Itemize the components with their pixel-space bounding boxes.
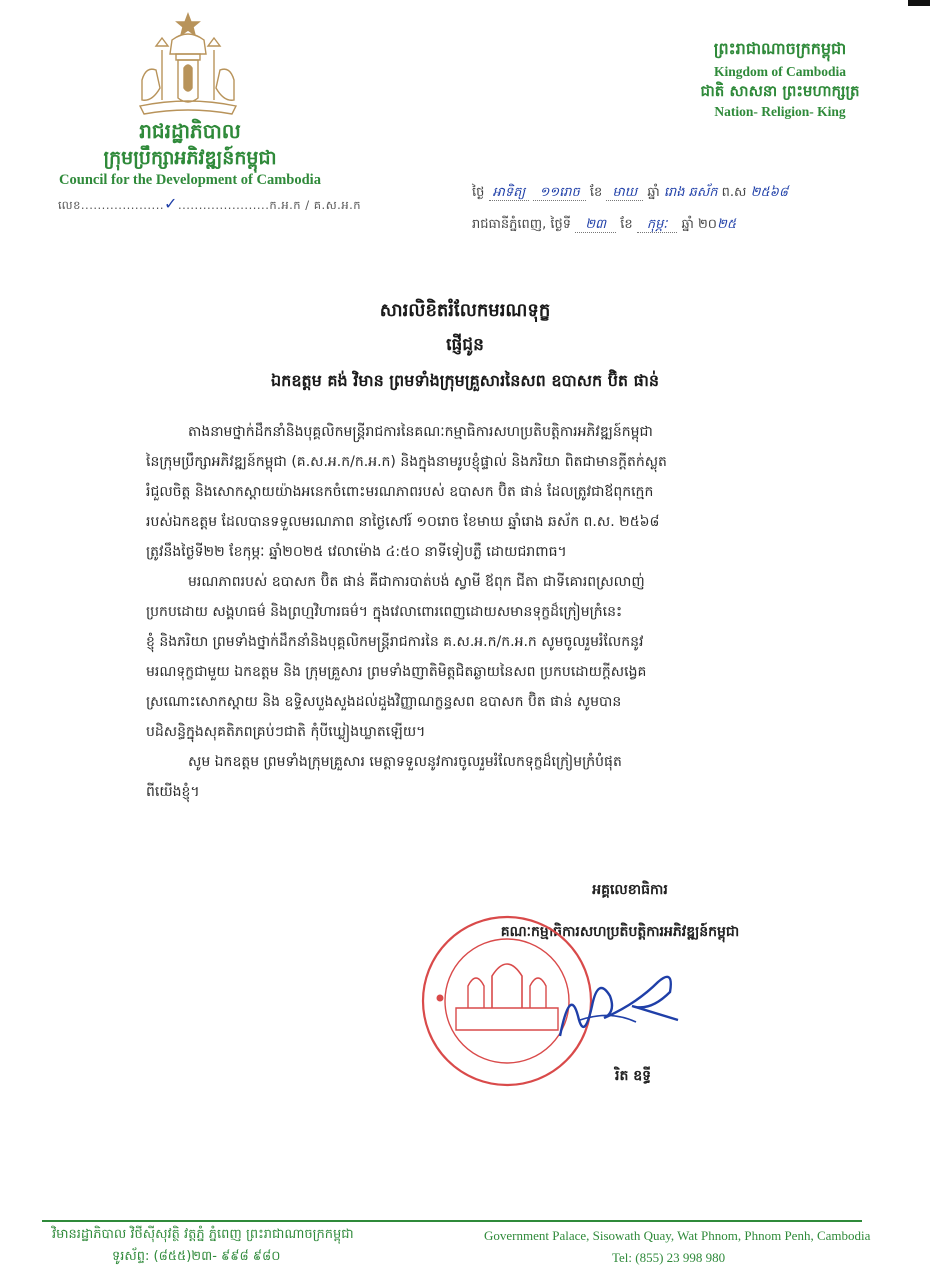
lunar-be-label: ព.ស xyxy=(721,185,747,200)
reference-number: លេខ....................✓......................ក.អ.ក / គ.ស.អ.ក xyxy=(58,194,362,213)
lunar-year-label: ឆ្នាំ xyxy=(647,185,660,200)
lunar-month: មាឃ xyxy=(606,185,643,201)
handwritten-signature xyxy=(540,946,690,1046)
kingdom-title-en: Kingdom of Cambodia xyxy=(713,64,847,79)
kingdom-title-km: ព្រះរាជាណាចក្រកម្ពុជា xyxy=(713,39,847,58)
body-line: មរណទុក្ខជាមួយ ឯកឧត្តម និង ក្រុមគ្រួសារ ព្រមទាំងញាតិមិត្តជិតឆ្ងាយនៃសព ប្រកបដោយក្ដីសង្វេគ xyxy=(146,664,647,680)
lunar-month-label: ខែ xyxy=(589,185,603,200)
ref-prefix: លេខ xyxy=(58,198,81,212)
body-line: ខ្ញុំ និងភរិយា ព្រមទាំងថ្នាក់ដឹកនាំនិងបុគ្គលិកមន្ត្រីរាជការនៃ គ.ស.អ.ក/ក.អ.ក សូមចូលរួមរំលែកនូវ xyxy=(146,634,644,650)
body-line: បដិសន្ធិក្នុងសុគតិភពគ្រប់ៗជាតិ កុំបីឃ្លៀងឃ្លាតឡើយ។ xyxy=(146,724,426,740)
lunar-year-animal: រោង xyxy=(663,185,685,200)
body-line: ត្រូវនឹងថ្ងៃទី២២ ខែកុម្ភៈ ឆ្នាំ២០២៥ វេលាម៉ោង ៤:៥០ នាទីទៀបភ្លឺ ដោយជរាពាធ។ xyxy=(146,544,567,560)
ref-suffix: ក.អ.ក / គ.ស.អ.ក xyxy=(269,198,362,212)
royal-emblem-logo xyxy=(132,10,244,118)
solar-place: រាជធានីភ្នំពេញ, ថ្ងៃទី xyxy=(472,217,572,232)
body-line: តាងនាមថ្នាក់ដឹកនាំនិងបុគ្គលិកមន្ត្រីរាជការនៃគណៈកម្មាធិការសហប្រតិបត្តិការអភិវឌ្ឍន៍កម្ពុជា xyxy=(188,424,653,440)
footer-phone-km: ទូរស័ព្ទ: (៨៥៥)២៣- ៩៩៨ ៩៨០ xyxy=(112,1249,281,1264)
letter-to: ផ្ញើជូន xyxy=(446,335,484,355)
scan-edge-mark xyxy=(908,0,930,6)
lunar-date-lead: ថ្ងៃ xyxy=(472,185,485,200)
letter-recipient: ឯកឧត្តម គង់ វិមាន ព្រមទាំងក្រុមគ្រួសារនៃសព ឧបាសក ប៊ិត ផាន់ xyxy=(271,371,659,390)
motto-km: ជាតិ សាសនា ព្រះមហាក្សត្រ xyxy=(700,82,860,100)
solar-year-label: ឆ្នាំ ២០ xyxy=(681,217,717,232)
body-line: ប្រកបដោយ សង្គហធម៌ និងព្រហ្មវិហារធម៌។ ក្នុងវេលាពោរពេញដោយសមានទុក្ខដ៏ក្រៀមក្រំនេះ xyxy=(146,604,623,620)
solar-day: ២៣ xyxy=(575,217,616,233)
body-line: ស្រណោះសោកស្ដាយ និង ឧទ្ទិសបួងសួងដល់ដួងវិញ្ញាណក្ខន្ធសព ឧបាសក ប៊ិត ផាន់ សូមបាន xyxy=(146,694,622,710)
body-line: រំជួលចិត្ត និងសោកស្ដាយយ៉ាងអនេកចំពោះមរណភាពរបស់ ឧបាសក ប៊ិត ផាន់ ដែលត្រូវជាឪពុកក្មេក xyxy=(146,484,654,500)
footer-address-km: វិមានរដ្ឋាភិបាល វិថីស៊ីសុវត្ថិ វត្តភ្នំ ភ្នំពេញ ព្រះរាជាណាចក្រកម្ពុជា xyxy=(52,1227,354,1242)
footer-phone-en: Tel: (855) 23 998 980 xyxy=(612,1250,726,1265)
solar-year-suffix: ២៥ xyxy=(717,217,737,232)
solar-month: កុម្ភៈ xyxy=(637,217,677,233)
lunar-date xyxy=(472,184,788,203)
body-line: មរណភាពរបស់ ឧបាសក ប៊ិត ផាន់ គឺជាការបាត់បង់ ស្វាមី ឪពុក ជីតា ជាទីគោរពស្រលាញ់ xyxy=(188,574,645,590)
council-title-km: ក្រុមប្រឹក្សាអភិវឌ្ឍន៍កម្ពុជា xyxy=(103,147,277,169)
letter-title: សារលិខិតរំលែកមរណទុក្ខ xyxy=(379,300,551,321)
lunar-day: ១១រោច xyxy=(533,185,585,201)
footer-divider xyxy=(42,1220,862,1222)
body-line: សូម ឯកឧត្តម ព្រមទាំងក្រុមគ្រួសារ មេត្តាទទួលនូវការចូលរួមរំលែកទុក្ខដ៏ក្រៀមក្រំបំផុត xyxy=(188,754,622,770)
lunar-weekday: អាទិត្យ xyxy=(489,185,530,201)
lunar-be-year: ២៥៦៨ xyxy=(750,185,789,200)
signatory-name: រិត ឧទ្ធី xyxy=(615,1068,651,1084)
body-line: ពីយើងខ្ញុំ។ xyxy=(146,784,200,800)
ref-check-mark: ✓ xyxy=(164,194,178,213)
lunar-era: ឆស័ក xyxy=(688,185,718,200)
footer-address-en: Government Palace, Sisowath Quay, Wat Phnom, Phnom Penh, Cambodia xyxy=(484,1228,871,1243)
council-title-en: Council for the Development of Cambodia xyxy=(59,172,321,188)
signatory-role: អគ្គលេខាធិការ xyxy=(592,882,668,898)
motto-en: Nation- Religion- King xyxy=(714,104,846,119)
body-line: របស់ឯកឧត្តម ដែលបានទទួលមរណភាព នាថ្ងៃសៅរ៍ ១០រោច ខែមាឃ ឆ្នាំរោង ឆស័ក ព.ស. ២៥៦៨ xyxy=(146,514,660,530)
solar-month-label: ខែ xyxy=(620,217,633,232)
solar-date xyxy=(472,216,736,235)
signatory-org: គណៈកម្មាធិការសហប្រតិបត្តិការអភិវឌ្ឍន៍កម្ពុជា xyxy=(500,924,740,940)
government-title: រាជរដ្ឋាភិបាល xyxy=(139,119,241,143)
body-line: នៃក្រុមប្រឹក្សាអភិវឌ្ឍន៍កម្ពុជា (គ.ស.អ.ក/ក.អ.ក) និងក្នុងនាមរូបខ្ញុំផ្ទាល់ និងភរិយា ពិតជាមានក្ដីតក់ស្លុត xyxy=(146,454,667,470)
